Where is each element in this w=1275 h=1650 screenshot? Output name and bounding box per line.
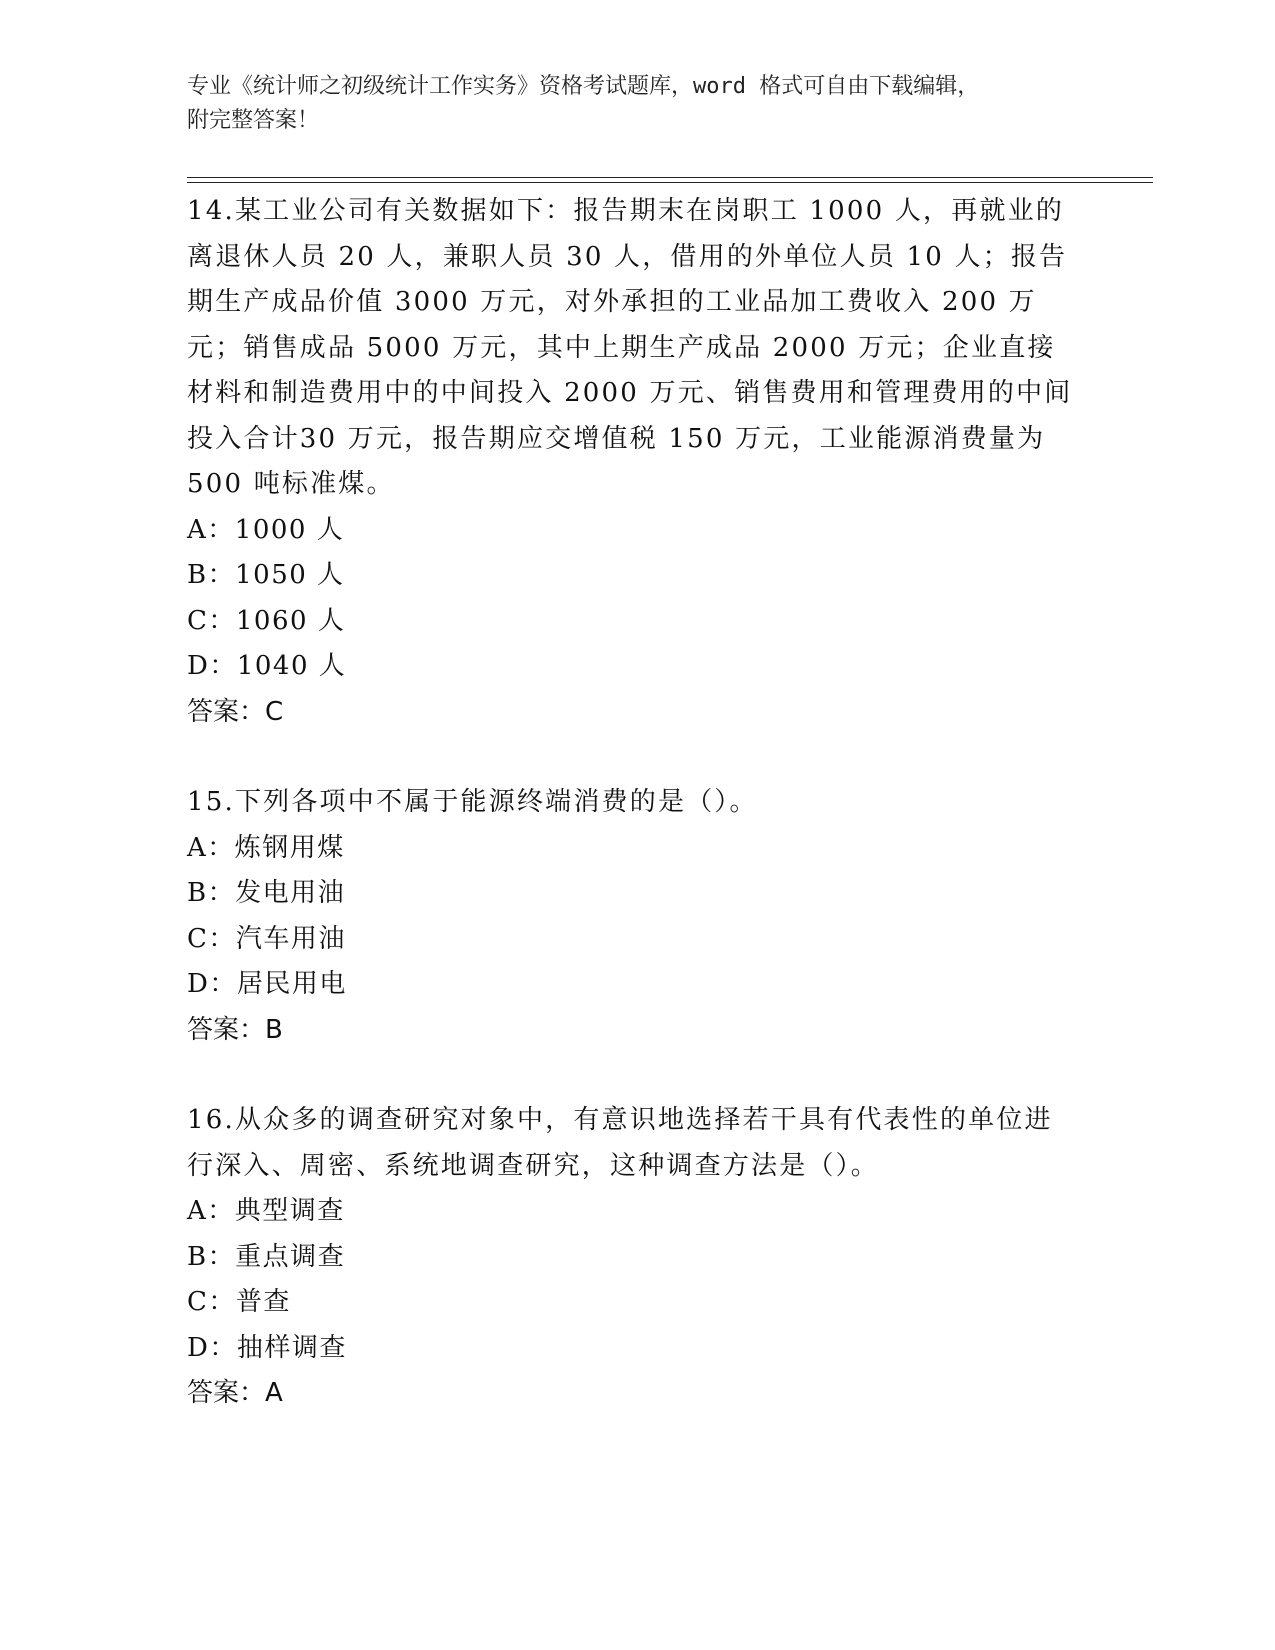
- question-separator: [187, 735, 1077, 780]
- question-separator: [187, 1053, 1077, 1098]
- question-text: 15.下列各项中不属于能源终端消费的是（）。: [187, 787, 758, 817]
- question-16: [187, 1098, 1077, 1417]
- option-a: A：典型调查: [187, 1196, 345, 1226]
- header-divider-bottom: [187, 182, 1153, 183]
- option-c: C：汽车用油: [187, 923, 346, 954]
- header-line-1: 专业《统计师之初级统计工作实务》资格考试题库，word 格式可自由下载编辑，: [187, 74, 980, 99]
- header-divider-top: [187, 177, 1153, 178]
- option-b: B：发电用油: [187, 878, 346, 908]
- answer-line: 答案：A: [187, 1378, 283, 1408]
- option-d: D：居民用电: [187, 969, 347, 999]
- question-15: [187, 780, 1077, 1053]
- option-a: A：1000 人: [187, 514, 345, 545]
- option-b: B：重点调查: [187, 1241, 346, 1272]
- option-b: B：1050 人: [187, 560, 345, 590]
- answer-line: 答案：B: [187, 1014, 283, 1045]
- question-list: [187, 189, 1077, 1417]
- question-text: 16.从众多的调查研究对象中，有意识地选择若干具有代表性的单位进行深入、周密、系统地调查研究，这种调查方法是（）。: [187, 1105, 1053, 1181]
- header-line-2: 附完整答案！: [187, 108, 320, 133]
- answer-line: 答案：C: [187, 696, 284, 727]
- option-d: D：抽样调查: [187, 1332, 347, 1363]
- option-d: D：1040 人: [187, 651, 347, 681]
- document-header: [187, 70, 1067, 138]
- option-a: A：炼钢用煤: [187, 832, 345, 863]
- question-text: 14.某工业公司有关数据如下：报告期末在岗职工 1000 人，再就业的离退休人员 20 人，兼职人员 30 人，借用的外单位人员 10 人；报告期生产成品价值 3000 万元，对外承担的工业品加工费收入 200 万元；销售成品 5000 万元，其中上期生产成品 2000 万元；企业直接材料和制造费用中的中间投入 2000 万元、销售费用和管理费用的中间投入合计30 万元，报告期应交增值税 150 万元，工业能源消费量为 500 吨标准煤。: [187, 196, 1073, 499]
- question-14: [187, 189, 1077, 735]
- option-c: C：1060 人: [187, 605, 346, 636]
- option-c: C：普查: [187, 1287, 291, 1317]
